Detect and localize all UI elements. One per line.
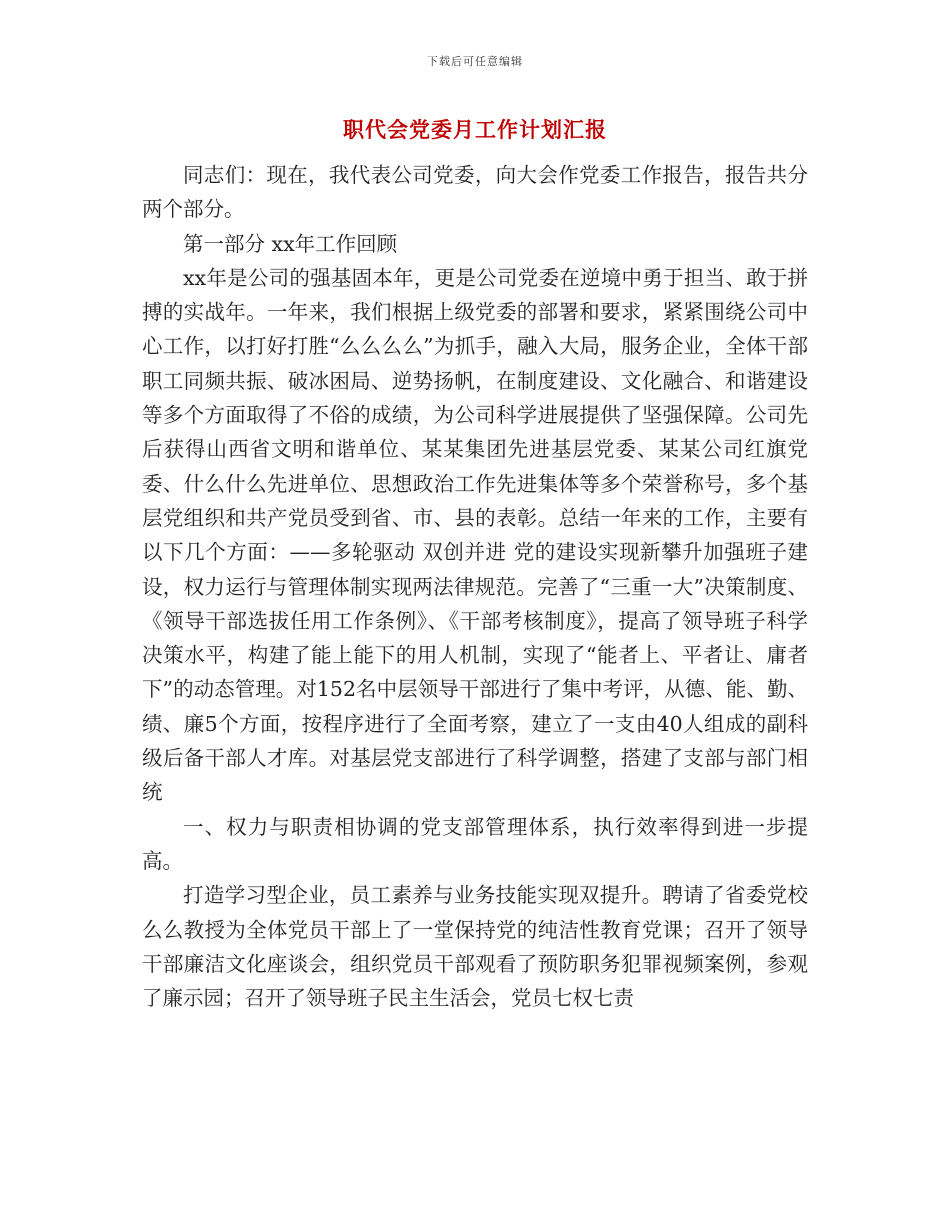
paragraph-learning: 打造学习型企业，员工素养与业务技能实现双提升。聘请了省委党校么么教授为全体党员干部上了一堂保持党的纯洁性教育党课；召开了领导干部廉洁文化座谈会，组织党员干部观看了预防职务犯罪视频案例，参观了廉示园；召开了领导班子民主生活会，党员七权七责: [142, 883, 808, 1011]
document-body: [142, 158, 808, 1015]
section-heading: 第一部分 xx年工作回顾: [183, 231, 398, 256]
header-note: 下载后可任意编辑: [427, 55, 523, 68]
paragraph-review: xx年是公司的强基固本年，更是公司党委在逆境中勇于担当、敢于拼搏的实战年。一年来，我们根据上级党委的部署和要求，紧紧围绕公司中心工作，以打好打胜“么么么么”为抓手，融入大局，服务企业，全体干部职工同频共振、破冰困局、逆势扬帆，在制度建设、文化融合、和谐建设等多个方面取得了不俗的成绩，为公司科学进展提供了坚强保障。公司先后获得山西省文明和谐单位、某某集团先进基层党委、某某公司红旗党委、什么什么先进单位、思想政治工作先进集体等多个荣誉称号，多个基层党组织和共产党员受到省、市、县的表彰。总结一年来的工作，主要有以下几个方面：——多轮驱动 双创并进 党的建设实现新攀升加强班子建设，权力运行与管理体制实现两法律规范。完善了“三重一大”决策制度、《领导干部选拔任用工作条例》、《干部考核制度》，提高了领导班子科学决策水平，构建了能上能下的用人机制，实现了“能者上、平者让、庸者下”的动态管理。对152名中层领导干部进行了集中考评，从德、能、勤、绩、廉5个方面，按程序进行了全面考察，建立了一支由40人组成的副科级后备干部人才库。对基层党支部进行了科学调整，搭建了支部与部门相统: [142, 265, 808, 805]
document-title: 职代会党委月工作计划汇报: [343, 117, 607, 142]
paragraph-point-one: 一、权力与职责相协调的党支部管理体系，执行效率得到进一步提高。: [142, 814, 808, 873]
paragraph-greeting: 同志们：现在，我代表公司党委，向大会作党委工作报告，报告共分两个部分。: [142, 163, 808, 222]
